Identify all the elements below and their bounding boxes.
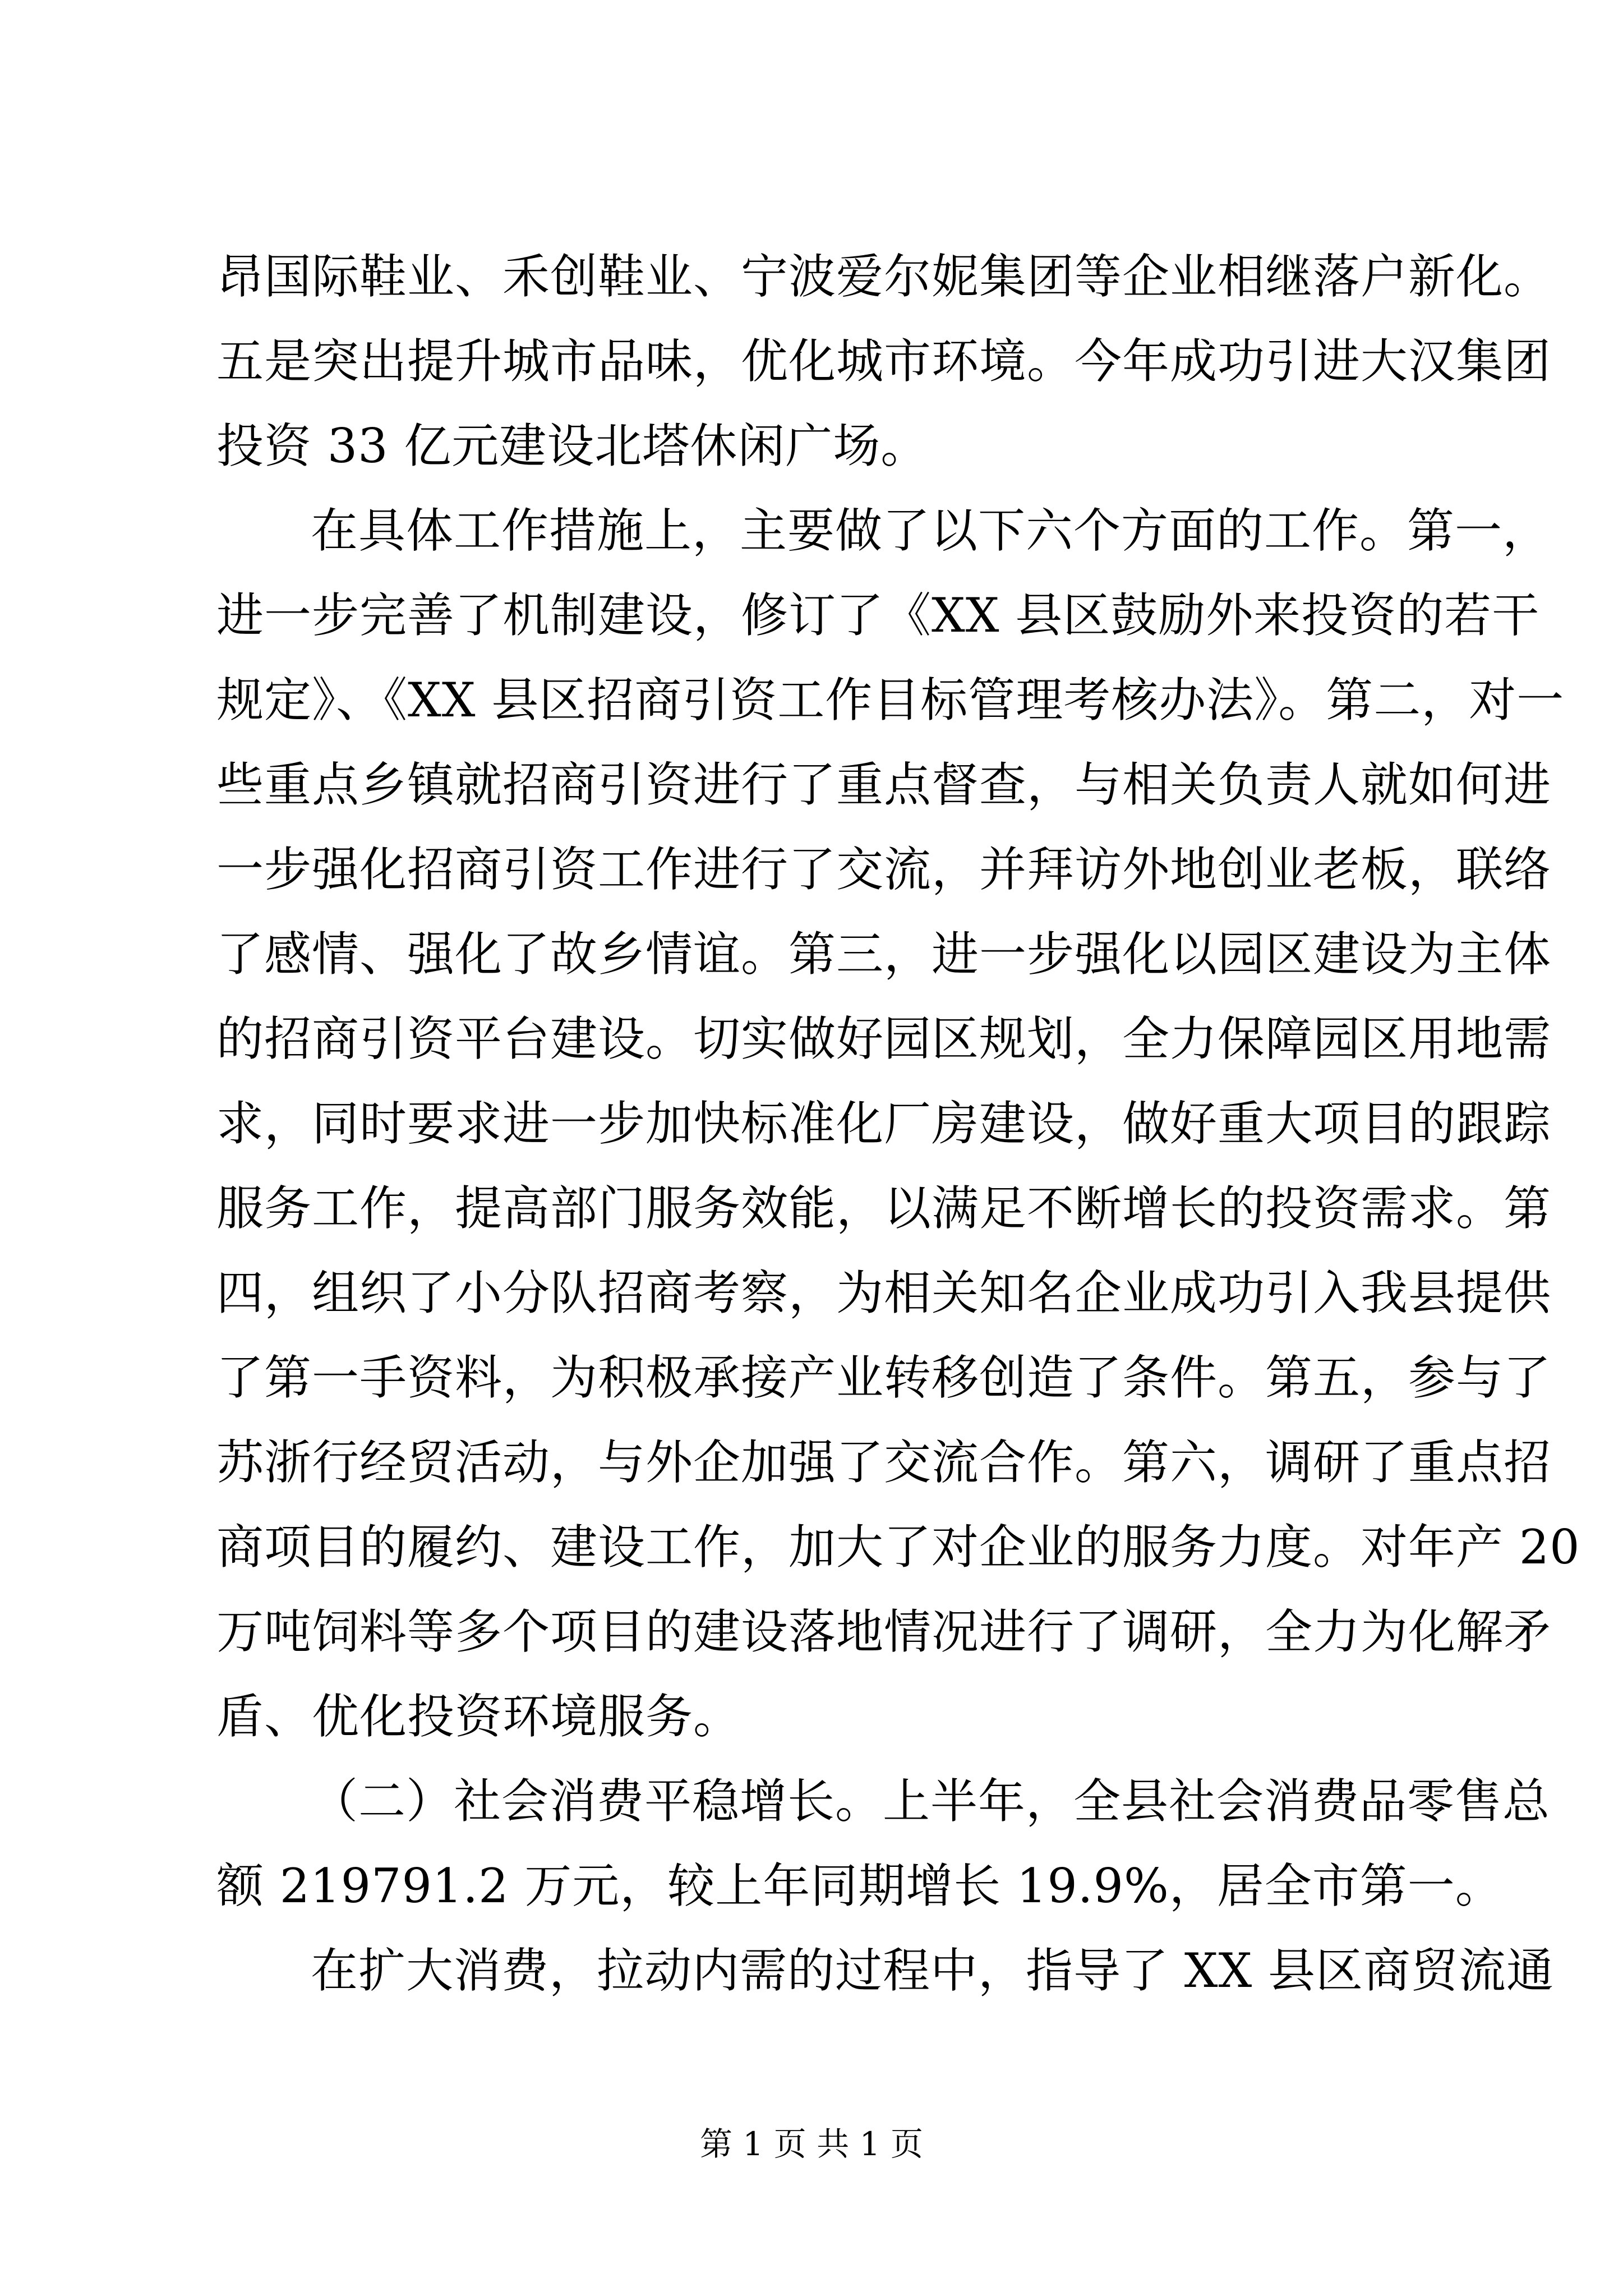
text-line: 了感情、强化了故乡情谊。第三，进一步强化以园区建设为主体 xyxy=(216,927,1552,982)
text-line: 了第一手资料，为积极承接产业转移创造了条件。第五，参与了 xyxy=(216,1350,1552,1405)
text-line: 商项目的履约、建设工作，加大了对企业的服务力度。对年产 20 xyxy=(216,1520,1580,1575)
document-body xyxy=(216,234,1580,2013)
text-line: 一步强化招商引资工作进行了交流，并拜访外地创业老板，联络 xyxy=(216,842,1552,897)
text-line: 盾、优化投资环境服务。 xyxy=(216,1689,741,1744)
paragraph-start-line: 在扩大消费，拉动内需的过程中，指导了 XX 县区商贸流通 xyxy=(311,1943,1555,1998)
text-line: 四，组织了小分队招商考察，为相关知名企业成功引入我县提供 xyxy=(216,1266,1552,1320)
text-line: 昂国际鞋业、禾创鞋业、宁波爱尔妮集团等企业相继落户新化。 xyxy=(216,249,1552,304)
text-line: 服务工作，提高部门服务效能，以满足不断增长的投资需求。第 xyxy=(216,1181,1552,1236)
paragraph-start-line: 在具体工作措施上，主要做了以下六个方面的工作。第一， xyxy=(311,503,1551,558)
text-line: 额 219791.2 万元，较上年同期增长 19.9%，居全市第一。 xyxy=(216,1858,1503,1913)
page-footer: 第 1 页 共 1 页 xyxy=(700,2125,923,2163)
text-line: 五是突出提升城市品味，优化城市环境。今年成功引进大汉集团 xyxy=(216,334,1552,389)
text-line: 求，同时要求进一步加快标准化厂房建设，做好重大项目的跟踪 xyxy=(216,1096,1552,1151)
text-line: 苏浙行经贸活动，与外企加强了交流合作。第六，调研了重点招 xyxy=(216,1435,1552,1490)
text-line: 万吨饲料等多个项目的建设落地情况进行了调研，全力为化解矛 xyxy=(216,1604,1552,1659)
text-line: 的招商引资平台建设。切实做好园区规划，全力保障园区用地需 xyxy=(216,1011,1552,1066)
text-line: 投资 33 亿元建设北塔休闲广场。 xyxy=(216,418,929,473)
text-line: 进一步完善了机制建设，修订了《XX 县区鼓励外来投资的若干 xyxy=(216,588,1540,643)
text-line: 规定》、《XX 县区招商引资工作目标管理考核办法》。第二，对一 xyxy=(216,673,1565,728)
text-line: 些重点乡镇就招商引资进行了重点督查，与相关负责人就如何进 xyxy=(216,757,1552,812)
paragraph-start-line: （二）社会消费平稳增长。上半年，全县社会消费品零售总 xyxy=(311,1774,1551,1829)
